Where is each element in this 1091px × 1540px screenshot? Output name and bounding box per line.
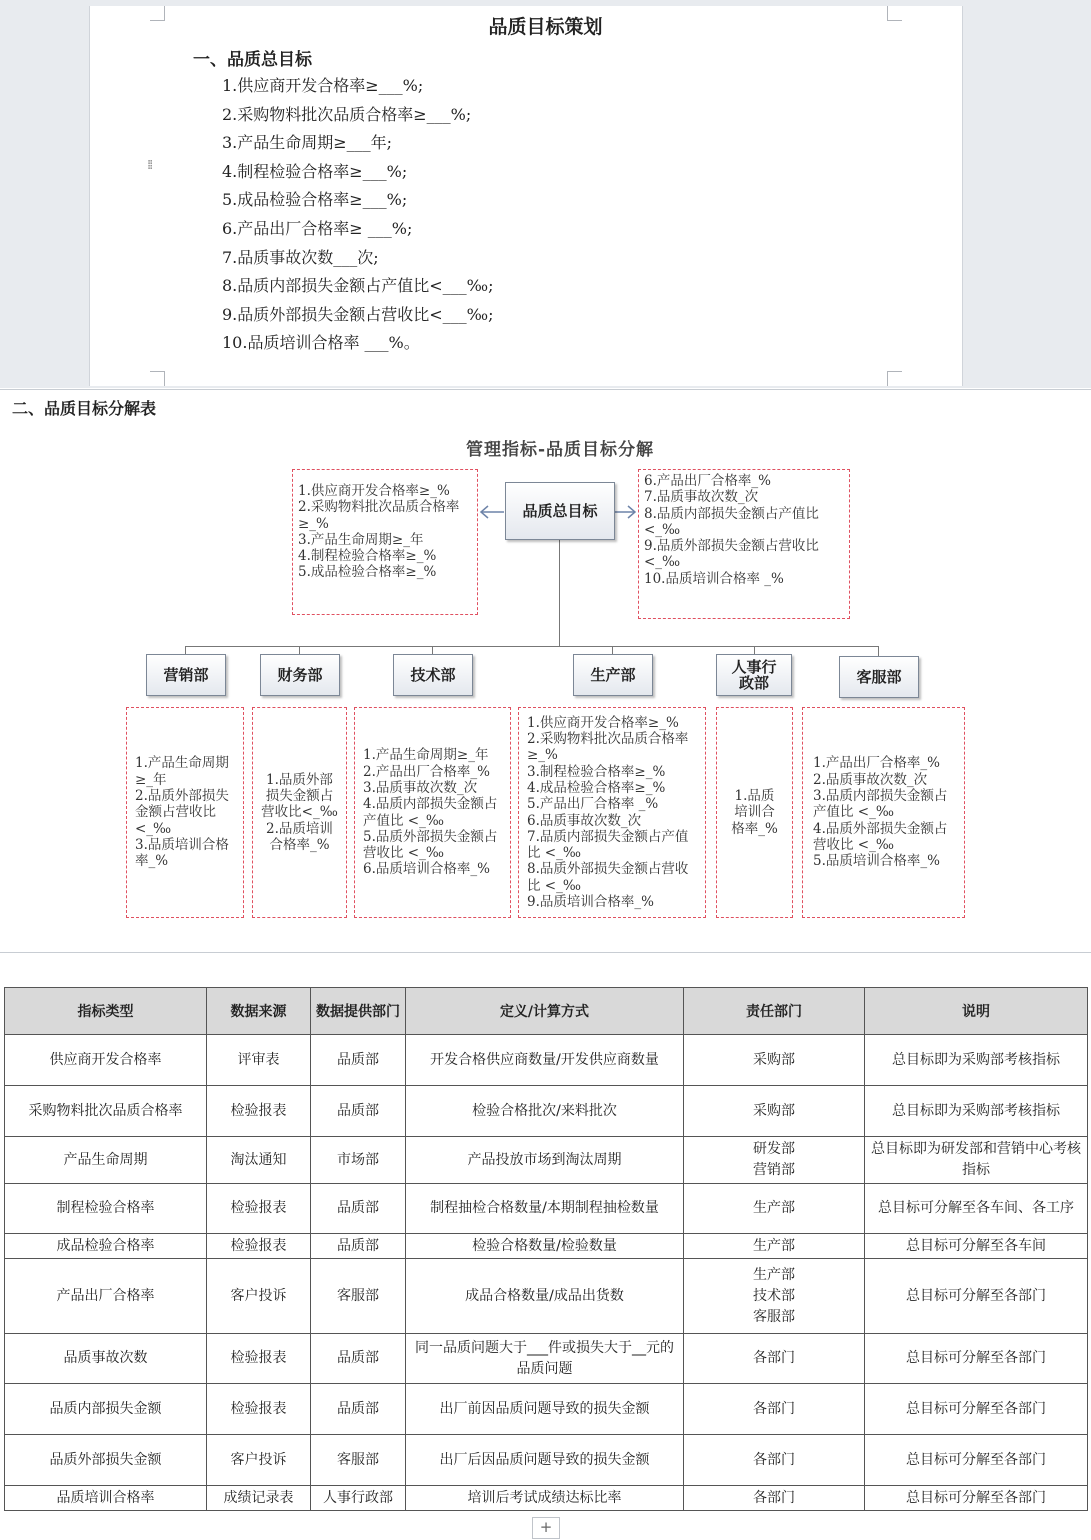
table-row (5, 1486, 1088, 1511)
table-row (5, 1086, 1088, 1137)
drag-handle-icon[interactable]: ⁞⁞ (147, 158, 152, 173)
dept-targets-text: 1.产品生命周期≥_年 2.品质外部损失金额占营收比 <_‰ 3.品质培训合格率_% (135, 755, 229, 870)
table-cell: 检验合格批次/来料批次 (406, 1086, 684, 1137)
table-row (5, 1137, 1088, 1184)
connector-line (299, 646, 300, 654)
goal-item: 8.品质内部损失金额占产值比<___‰; (222, 276, 494, 296)
table-cell: 制程检验合格率 (5, 1184, 207, 1234)
table-cell: 供应商开发合格率 (5, 1035, 207, 1086)
goal-item: 4.制程检验合格率≥___%; (222, 161, 408, 181)
table-cell: 采购部 (684, 1086, 865, 1137)
connector-line (559, 540, 560, 646)
dept-targets-production (518, 707, 706, 918)
table-cell: 成品合格数量/成品出货数 (406, 1259, 684, 1334)
table-cell: 品质部 (311, 1234, 406, 1259)
table-cell: 出厂后因品质问题导致的损失金额 (406, 1435, 684, 1486)
column-header: 指标类型 (5, 988, 207, 1035)
goal-breakdown-diagram (0, 420, 1091, 940)
table-cell: 产品投放市场到淘汰周期 (406, 1137, 684, 1184)
dept-node-production: 生产部 (573, 654, 653, 696)
table-cell: 成绩记录表 (207, 1486, 311, 1511)
table-cell: 总目标可分解至各部门 (865, 1486, 1088, 1511)
page-divider (0, 389, 1091, 390)
dept-targets-text: 1.品质外部损失金额占营收比<_‰ 2.品质培训合格率_% (261, 771, 338, 853)
table-cell: 各部门 (684, 1334, 865, 1384)
section-heading-breakdown: 二、品质目标分解表 (12, 399, 157, 418)
add-row-button[interactable]: + (532, 1517, 560, 1539)
table-cell: 总目标可分解至各部门 (865, 1435, 1088, 1486)
dept-targets-text: 1.产品出厂合格率_% 2.品质事故次数_次 3.品质内部损失金额占产值比 <_‰ 4.品质外部损失金额占营收比 <_‰ 5.品质培训合格率_% (813, 755, 948, 870)
table-cell: 品质部 (311, 1184, 406, 1234)
table-cell: 检验报表 (207, 1334, 311, 1384)
goal-list (222, 73, 494, 359)
crop-mark (150, 371, 165, 386)
root-node: 品质总目标 (505, 482, 615, 540)
table-cell: 客户投诉 (207, 1259, 311, 1334)
table-cell: 总目标即为采购部考核指标 (865, 1086, 1088, 1137)
table-cell: 总目标可分解至各车间、各工序 (865, 1184, 1088, 1234)
goal-item: 7.品质事故次数___次; (222, 247, 379, 267)
table-cell: 检验合格数量/检验数量 (406, 1234, 684, 1259)
dept-targets-hr-admin (716, 707, 793, 918)
table-cell: 成品检验合格率 (5, 1234, 207, 1259)
section-heading-overall-goals: 一、品质总目标 (193, 50, 312, 70)
table-row (5, 1259, 1088, 1334)
table-cell: 总目标可分解至各车间 (865, 1234, 1088, 1259)
dept-targets-text: 1.品质培训合格率_% (731, 788, 778, 837)
table-cell: 品质部 (311, 1384, 406, 1435)
table-cell: 品质部 (311, 1035, 406, 1086)
table-cell: 总目标可分解至各部门 (865, 1384, 1088, 1435)
crop-mark (887, 371, 902, 386)
dept-targets-customer-service (802, 707, 965, 918)
dept-targets-marketing (126, 707, 244, 918)
connector-line (185, 646, 186, 654)
document-canvas (0, 0, 1091, 388)
table-cell: 各部门 (684, 1486, 865, 1511)
table-cell: 客服部 (311, 1435, 406, 1486)
table-cell: 人事行政部 (311, 1486, 406, 1511)
table-row (5, 1184, 1088, 1234)
table-cell: 各部门 (684, 1435, 865, 1486)
table-cell: 总目标可分解至各部门 (865, 1259, 1088, 1334)
table-cell: 研发部 营销部 (684, 1137, 865, 1184)
table-cell: 检验报表 (207, 1184, 311, 1234)
table-cell: 检验报表 (207, 1234, 311, 1259)
table-cell: 产品生命周期 (5, 1137, 207, 1184)
table-cell: 品质部 (311, 1086, 406, 1137)
table-cell: 总目标即为采购部考核指标 (865, 1035, 1088, 1086)
left-goal-box: 1.供应商开发合格率≥_% 2.采购物料批次品质合格率≥_% 3.产品生命周期≥_年 4.制程检验合格率≥_% 5.成品检验合格率≥_% (292, 469, 478, 615)
document-title: 品质目标策划 (488, 16, 603, 38)
goal-item: 6.产品出厂合格率≥ ___%; (222, 218, 413, 238)
table-cell: 市场部 (311, 1137, 406, 1184)
table-cell: 开发合格供应商数量/开发供应商数量 (406, 1035, 684, 1086)
diagram-title: 管理指标-品质目标分解 (465, 440, 655, 460)
table-cell: 制程抽检合格数量/本期制程抽检数量 (406, 1184, 684, 1234)
column-header: 说明 (865, 988, 1088, 1035)
table-cell: 各部门 (684, 1384, 865, 1435)
column-header: 责任部门 (684, 988, 865, 1035)
dept-node-finance: 财务部 (260, 654, 340, 696)
table-cell: 出厂前因品质问题导致的损失金额 (406, 1384, 684, 1435)
goal-item: 5.成品检验合格率≥___%; (222, 190, 408, 210)
connector-line (432, 646, 433, 654)
dept-targets-text: 1.产品生命周期≥_年 2.产品出厂合格率_% 3.品质事故次数_次 4.品质内部损失金额占产值比 <_‰ 5.品质外部损失金额占营收比 <_‰ 6.品质培训合格率_% (363, 747, 498, 878)
table-cell: 品质事故次数 (5, 1334, 207, 1384)
dept-targets-text: 1.供应商开发合格率≥_% 2.采购物料批次品质合格率≥_% 3.制程检验合格率≥_% 4.成品检验合格率≥_% 5.产品出厂合格率 _% 6.品质事故次数_次 7.品质内部损失金额占产值比 <_‰ 8.品质外部损失金额占营收比 <_‰ 9.品质培训合格率_% (527, 714, 689, 910)
goal-item: 10.品质培训合格率 ___%。 (222, 333, 420, 353)
connector-line (612, 646, 613, 654)
table-cell: 同一品质问题大于___件或损失大于__元的品质问题 (406, 1334, 684, 1384)
table-cell: 品质培训合格率 (5, 1486, 207, 1511)
dept-node-technology: 技术部 (393, 654, 473, 696)
section-divider (0, 952, 1091, 953)
table-row (5, 1035, 1088, 1086)
dept-node-customer-service: 客服部 (839, 656, 919, 698)
table-cell: 采购物料批次品质合格率 (5, 1086, 207, 1137)
goal-item: 1.供应商开发合格率≥___%; (222, 76, 424, 95)
table-cell: 培训后考试成绩达标比率 (406, 1486, 684, 1511)
connector-line (185, 646, 878, 647)
table-cell: 评审表 (207, 1035, 311, 1086)
table-cell: 客户投诉 (207, 1435, 311, 1486)
dept-node-marketing: 营销部 (146, 654, 226, 696)
table-row (5, 1384, 1088, 1435)
table-cell: 总目标可分解至各部门 (865, 1334, 1088, 1384)
dept-targets-finance (252, 707, 347, 918)
table-cell: 生产部 技术部 客服部 (684, 1259, 865, 1334)
right-goal-box: 6.产品出厂合格率_% 7.品质事故次数_次 8.品质内部损失金额占产值比 <_‰ 9.品质外部损失金额占营收比 <_‰ 10.品质培训合格率 _% (638, 469, 850, 619)
table-cell: 品质部 (311, 1334, 406, 1384)
table-row (5, 1334, 1088, 1384)
table-cell: 品质外部损失金额 (5, 1435, 207, 1486)
dept-targets-technology (354, 707, 511, 918)
goal-item: 9.品质外部损失金额占营收比<___‰; (222, 304, 494, 324)
table-cell: 采购部 (684, 1035, 865, 1086)
table-cell: 生产部 (684, 1234, 865, 1259)
goal-item: 3.产品生命周期≥___年; (222, 133, 393, 153)
table-cell: 产品出厂合格率 (5, 1259, 207, 1334)
kpi-table (4, 987, 1088, 1511)
table-cell: 生产部 (684, 1184, 865, 1234)
column-header: 数据提供部门 (311, 988, 406, 1035)
table-cell: 客服部 (311, 1259, 406, 1334)
dept-node-hr-admin: 人事行政部 (716, 654, 792, 696)
connector-line (878, 646, 879, 656)
table-cell: 总目标即为研发部和营销中心考核指标 (865, 1137, 1088, 1184)
table-cell: 检验报表 (207, 1086, 311, 1137)
table-cell: 淘汰通知 (207, 1137, 311, 1184)
table-row (5, 1234, 1088, 1259)
column-header: 定义/计算方式 (406, 988, 684, 1035)
column-header: 数据来源 (207, 988, 311, 1035)
connector-line (754, 646, 755, 654)
goal-item: 2.采购物料批次品质合格率≥___%; (222, 104, 472, 124)
table-row (5, 1435, 1088, 1486)
table-cell: 检验报表 (207, 1384, 311, 1435)
table-header-row (5, 988, 1088, 1035)
table-cell: 品质内部损失金额 (5, 1384, 207, 1435)
